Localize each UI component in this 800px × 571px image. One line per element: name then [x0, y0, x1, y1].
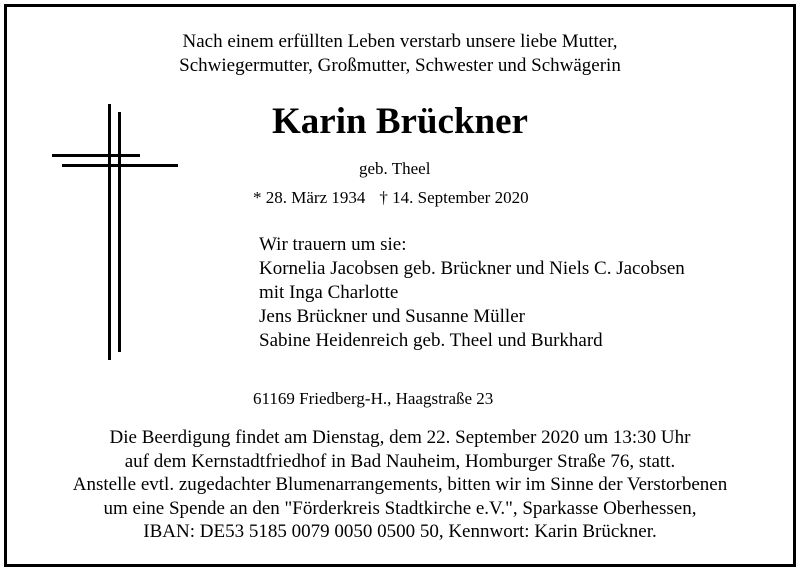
mourner-line: Jens Brückner und Susanne Müller — [259, 306, 525, 327]
death-date: † 14. September 2020 — [379, 188, 529, 207]
funeral-line: um eine Spende an den "Förderkreis Stadtkirche e.V.", Sparkasse Oberhessen, — [103, 497, 697, 519]
mourner-line: mit Inga Charlotte — [259, 282, 399, 303]
mourners-list — [259, 233, 685, 353]
funeral-line: Die Beerdigung findet am Dienstag, dem 22. September 2020 um 13:30 Uhr — [109, 427, 691, 448]
deceased-name: Karin Brückner — [272, 101, 528, 142]
birth-date: * 28. März 1934 — [253, 188, 366, 207]
maiden-name: geb. Theel — [359, 159, 431, 178]
mourner-line: Sabine Heidenreich geb. Theel und Burkhard — [259, 330, 603, 351]
funeral-line: auf dem Kernstadtfriedhof in Bad Nauheim, Homburger Straße 76, statt. — [124, 450, 676, 472]
life-dates — [253, 187, 529, 209]
intro-line-2: Schwiegermutter, Großmutter, Schwester und Schwägerin — [179, 55, 621, 76]
family-address: 61169 Friedberg-H., Haagstraße 23 — [253, 389, 494, 408]
mourner-line: Kornelia Jacobsen geb. Brückner und Niels C. Jacobsen — [259, 258, 685, 279]
funeral-line: Anstelle evtl. zugedachter Blumenarrangements, bitten wir im Sinne der Verstorbenen — [72, 474, 728, 495]
intro-text — [0, 30, 800, 78]
mourners-heading: Wir trauern um sie: — [259, 234, 407, 255]
funeral-line: IBAN: DE53 5185 0079 0050 0500 50, Kennwort: Karin Brückner. — [143, 521, 657, 542]
funeral-details — [0, 426, 800, 544]
intro-line-1: Nach einem erfüllten Leben verstarb unsere liebe Mutter, — [182, 31, 618, 52]
